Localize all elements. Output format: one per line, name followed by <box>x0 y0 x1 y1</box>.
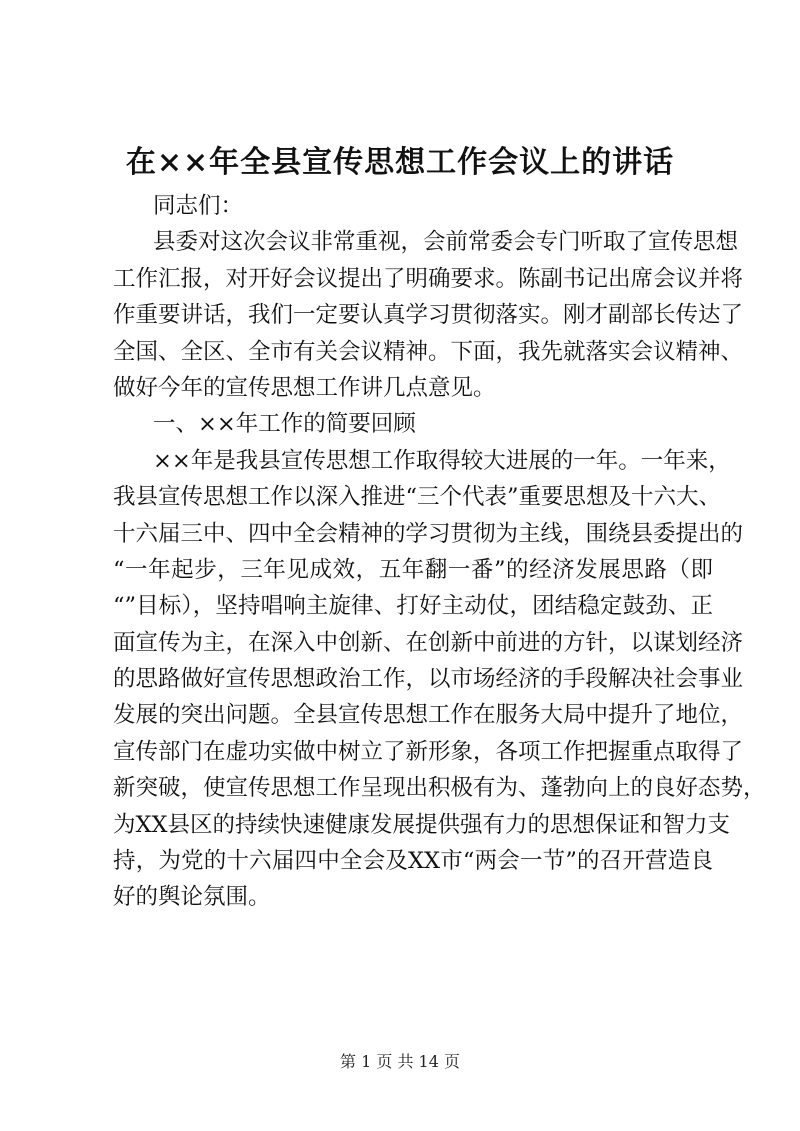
paragraph-line: 工作汇报，对开好会议提出了明确要求。陈副书记出席会议并将 <box>113 265 744 292</box>
paragraph-line: 持，为党的十六届四中全会及XX市“两会一节”的召开营造良 <box>113 848 713 875</box>
paragraph-line: 作重要讲话，我们一定要认真学习贯彻落实。刚才副部长传达了 <box>113 302 744 329</box>
section-heading: 一、××年工作的简要回顾 <box>153 411 416 438</box>
paragraph-line: 的思路做好宣传思想政治工作，以市场经济的手段解决社会事业 <box>113 666 744 693</box>
paragraph-line: 我县宣传思想工作以深入推进“三个代表”重要思想及十六大、 <box>113 484 722 511</box>
page-number-footer: 第 1 页 共 14 页 <box>340 1052 460 1071</box>
paragraph-line: “”目标），坚持唱响主旋律、打好主动仗，团结稳定鼓劲、正 <box>113 593 713 620</box>
paragraph-line: 宣传部门在虚功实做中树立了新形象，各项工作把握重点取得了 <box>113 738 744 765</box>
salutation-line: 同志们： <box>153 193 244 219</box>
paragraph-line: ××年是我县宣传思想工作取得较大进展的一年。一年来， <box>153 447 731 474</box>
paragraph-line: 发展的突出问题。全县宣传思想工作在服务大局中提升了地位， <box>113 702 744 729</box>
paragraph-line: 十六届三中、四中全会精神的学习贯彻为主线，围绕县委提出的 <box>113 520 744 547</box>
paragraph-line: 做好今年的宣传思想工作讲几点意见。 <box>113 374 496 401</box>
paragraph-line: 全国、全区、全市有关会议精神。下面，我先就落实会议精神、 <box>113 338 744 365</box>
paragraph-line: 为XX县区的持续快速健康发展提供强有力的思想保证和智力支 <box>113 811 731 838</box>
paragraph-line: 面宣传为主，在深入中创新、在创新中前进的方针，以谋划经济 <box>113 629 744 656</box>
paragraph-line: 县委对这次会议非常重视，会前常委会专门听取了宣传思想 <box>153 229 739 256</box>
paragraph-line: “一年起步，三年见成效，五年翻一番”的经济发展思路（即 <box>113 556 713 583</box>
paragraph-line: 好的舆论氛围。 <box>113 884 271 911</box>
document-title: 在××年全县宣传思想工作会议上的讲话 <box>125 145 675 180</box>
paragraph-line: 新突破，使宣传思想工作呈现出积极有为、蓬勃向上的良好态势， <box>113 775 766 802</box>
document-body <box>113 188 766 916</box>
